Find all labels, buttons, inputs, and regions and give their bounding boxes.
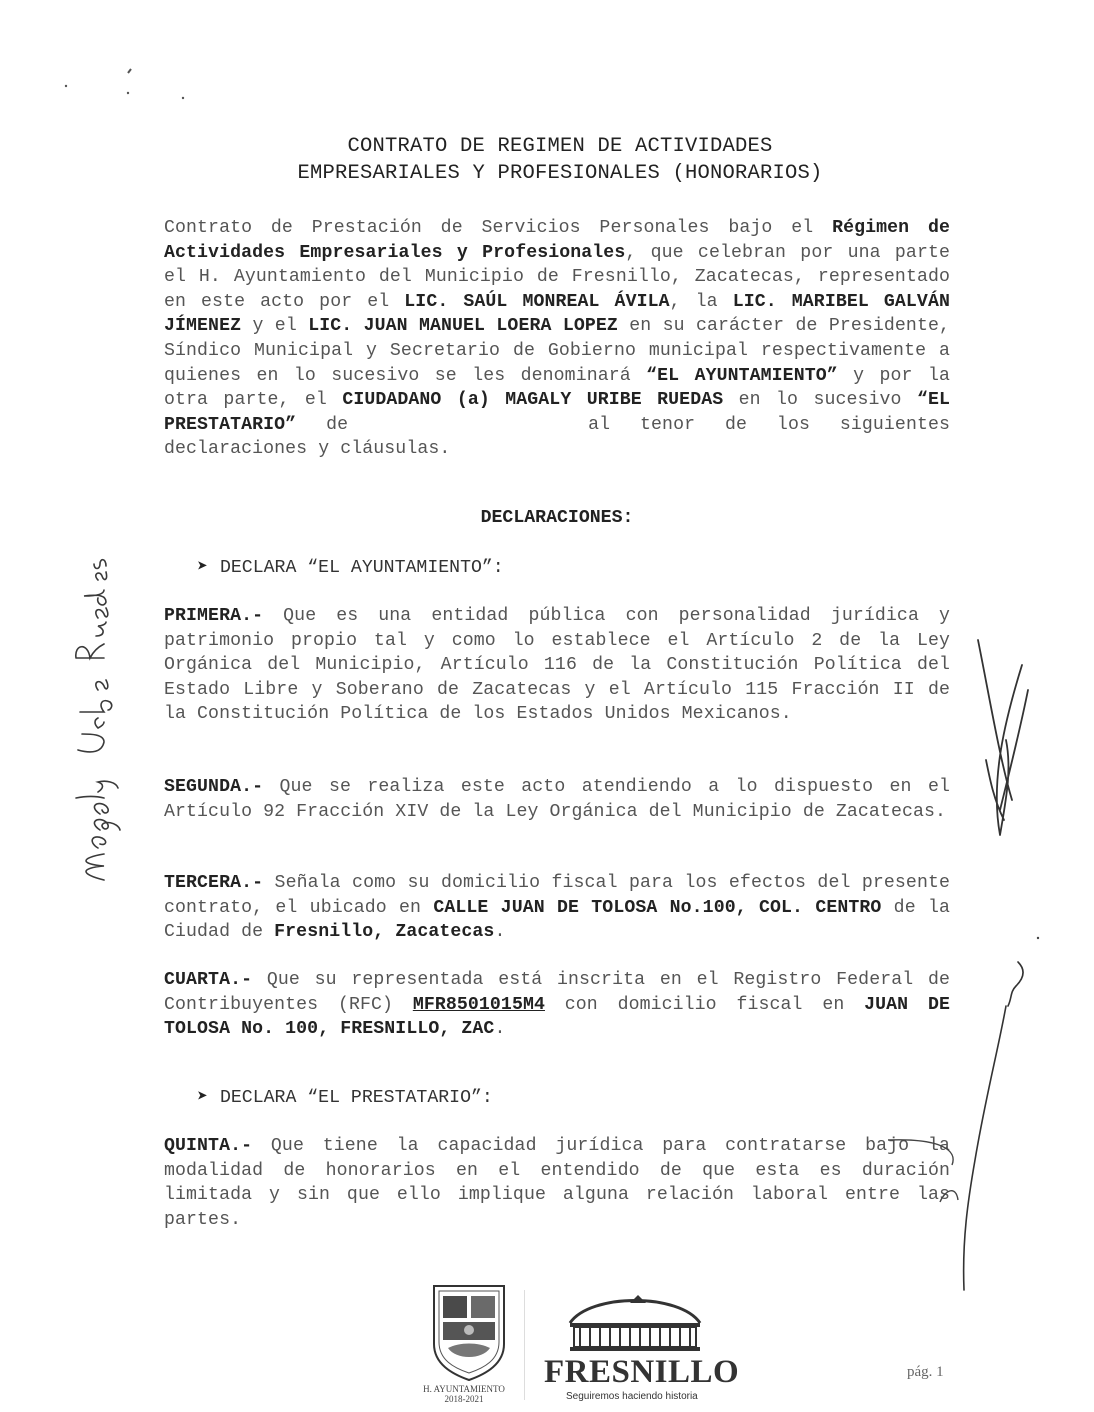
fresnillo-tagline: Seguiremos haciendo historia [566,1391,698,1402]
intro-text: y el [241,316,309,337]
intro-secretario-name: LIC. JUAN MANUEL LOERA LOPEZ [308,316,618,337]
contract-title-line-1: CONTRATO DE REGIMEN DE ACTIVIDADES [347,135,773,158]
arrowhead-bullet-icon: ➤ [197,1088,208,1108]
ayuntamiento-label-text: H. AYUNTAMIENTO [423,1384,505,1394]
intro-president-name: LIC. SAÚL MONREAL ÁVILA [404,291,670,312]
intro-text: al tenor de los siguientes declaraciones y cláusulas. [164,414,951,460]
intro-ayuntamiento-term: “EL AYUNTAMIENTO” [646,365,838,386]
clause-text: de la Ciudad de [164,897,951,943]
clause-text: Que es una entidad pública con personalidad jurídica y patrimonio propio tal y como lo establece el Artículo 2 de la Ley Orgánica del Municipio, Artículo 116 de la Constitución Política del Estado Libre y Soberano de Zacatecas y el Artículo 115 Fracción II de la Constitución Política de los Estados Unidos Mexicanos. [164,606,950,725]
arrowhead-bullet-icon: ➤ [197,558,208,578]
clause-text: . [494,1019,506,1040]
clause-label: PRIMERA.- [164,606,264,626]
intro-citizen-name: CIUDADANO (a) MAGALY URIBE RUEDAS [342,390,724,411]
clause-text: con domicilio fiscal en [544,994,865,1015]
fiscal-address: CALLE JUAN DE TOLOSA No.100, COL. CENTRO [433,897,882,918]
clause-text: Que se realiza este acto atendiendo a lo dispuesto en el Artículo 92 Fracción XIV de la Ley Orgánica del Municipio de Zacatecas. [164,777,950,822]
clause-text: . [494,922,506,943]
city-name: Fresnillo, Zacatecas [274,922,495,943]
section-heading-text: DECLARA “EL AYUNTAMIENTO”: [219,558,504,578]
fresnillo-building-logo-icon [570,1295,700,1351]
intro-text: y por la otra parte, el [164,365,950,411]
rfc-number: MFR8501015M4 [412,994,545,1015]
fresnillo-brand: FRESNILLO [544,1354,740,1390]
intro-text: de [296,414,349,435]
section-heading-text: DECLARA “EL PRESTATARIO”: [219,1088,493,1108]
declaraciones-heading: DECLARACIONES: [480,508,634,528]
intro-sindico-name: LIC. MARIBEL GALVÁN JÍMENEZ [164,291,950,337]
ayuntamiento-label [420,1384,508,1404]
clause-label: QUINTA.- [164,1136,253,1156]
clause-text: Que tiene la capacidad jurídica para contratarse bajo la modalidad de honorarios en el entendido de que esta es duración limitada y sin que ello implique alguna relación laboral entre las partes. [164,1136,950,1230]
clause-label: CUARTA.- [164,970,253,990]
fiscal-address-short: JUAN DE TOLOSA No. 100, FRESNILLO, ZAC [164,994,950,1040]
footer-divider [524,1290,525,1400]
intro-prestatario-term: “EL PRESTATARIO” [164,390,950,435]
intro-text: , que celebran por una parte el H. Ayuntamiento del Municipio de Fresnillo, Zacatecas, representado en este acto por el [164,242,950,312]
intro-text: Contrato de Prestación de Servicios Personales bajo el [164,218,833,238]
intro-text: en lo sucesivo [723,390,917,411]
clause-label: SEGUNDA.- [164,777,264,797]
ayuntamiento-period: 2018-2021 [444,1394,484,1404]
clause-text: Que su representada está inscrita en el Registro Federal de Contribuyentes (RFC) [164,970,950,1015]
clause-text: Señala como su domicilio fiscal para los efectos del presente contrato, el ubicado en [164,873,950,918]
page-number: pág. 1 [907,1364,944,1380]
contract-title-line-2: EMPRESARIALES Y PROFESIONALES (HONORARIOS) [297,162,823,185]
intro-regime-name: Régimen de Actividades Empresariales y Profesionales [164,218,950,263]
intro-text: en su carácter de Presidente, Síndico Municipal y Secretario de Gobierno municipal respectivamente a quienes en lo sucesivo se les denominará [164,316,950,386]
clause-label: TERCERA.- [164,873,264,893]
intro-text: , la [669,291,733,312]
